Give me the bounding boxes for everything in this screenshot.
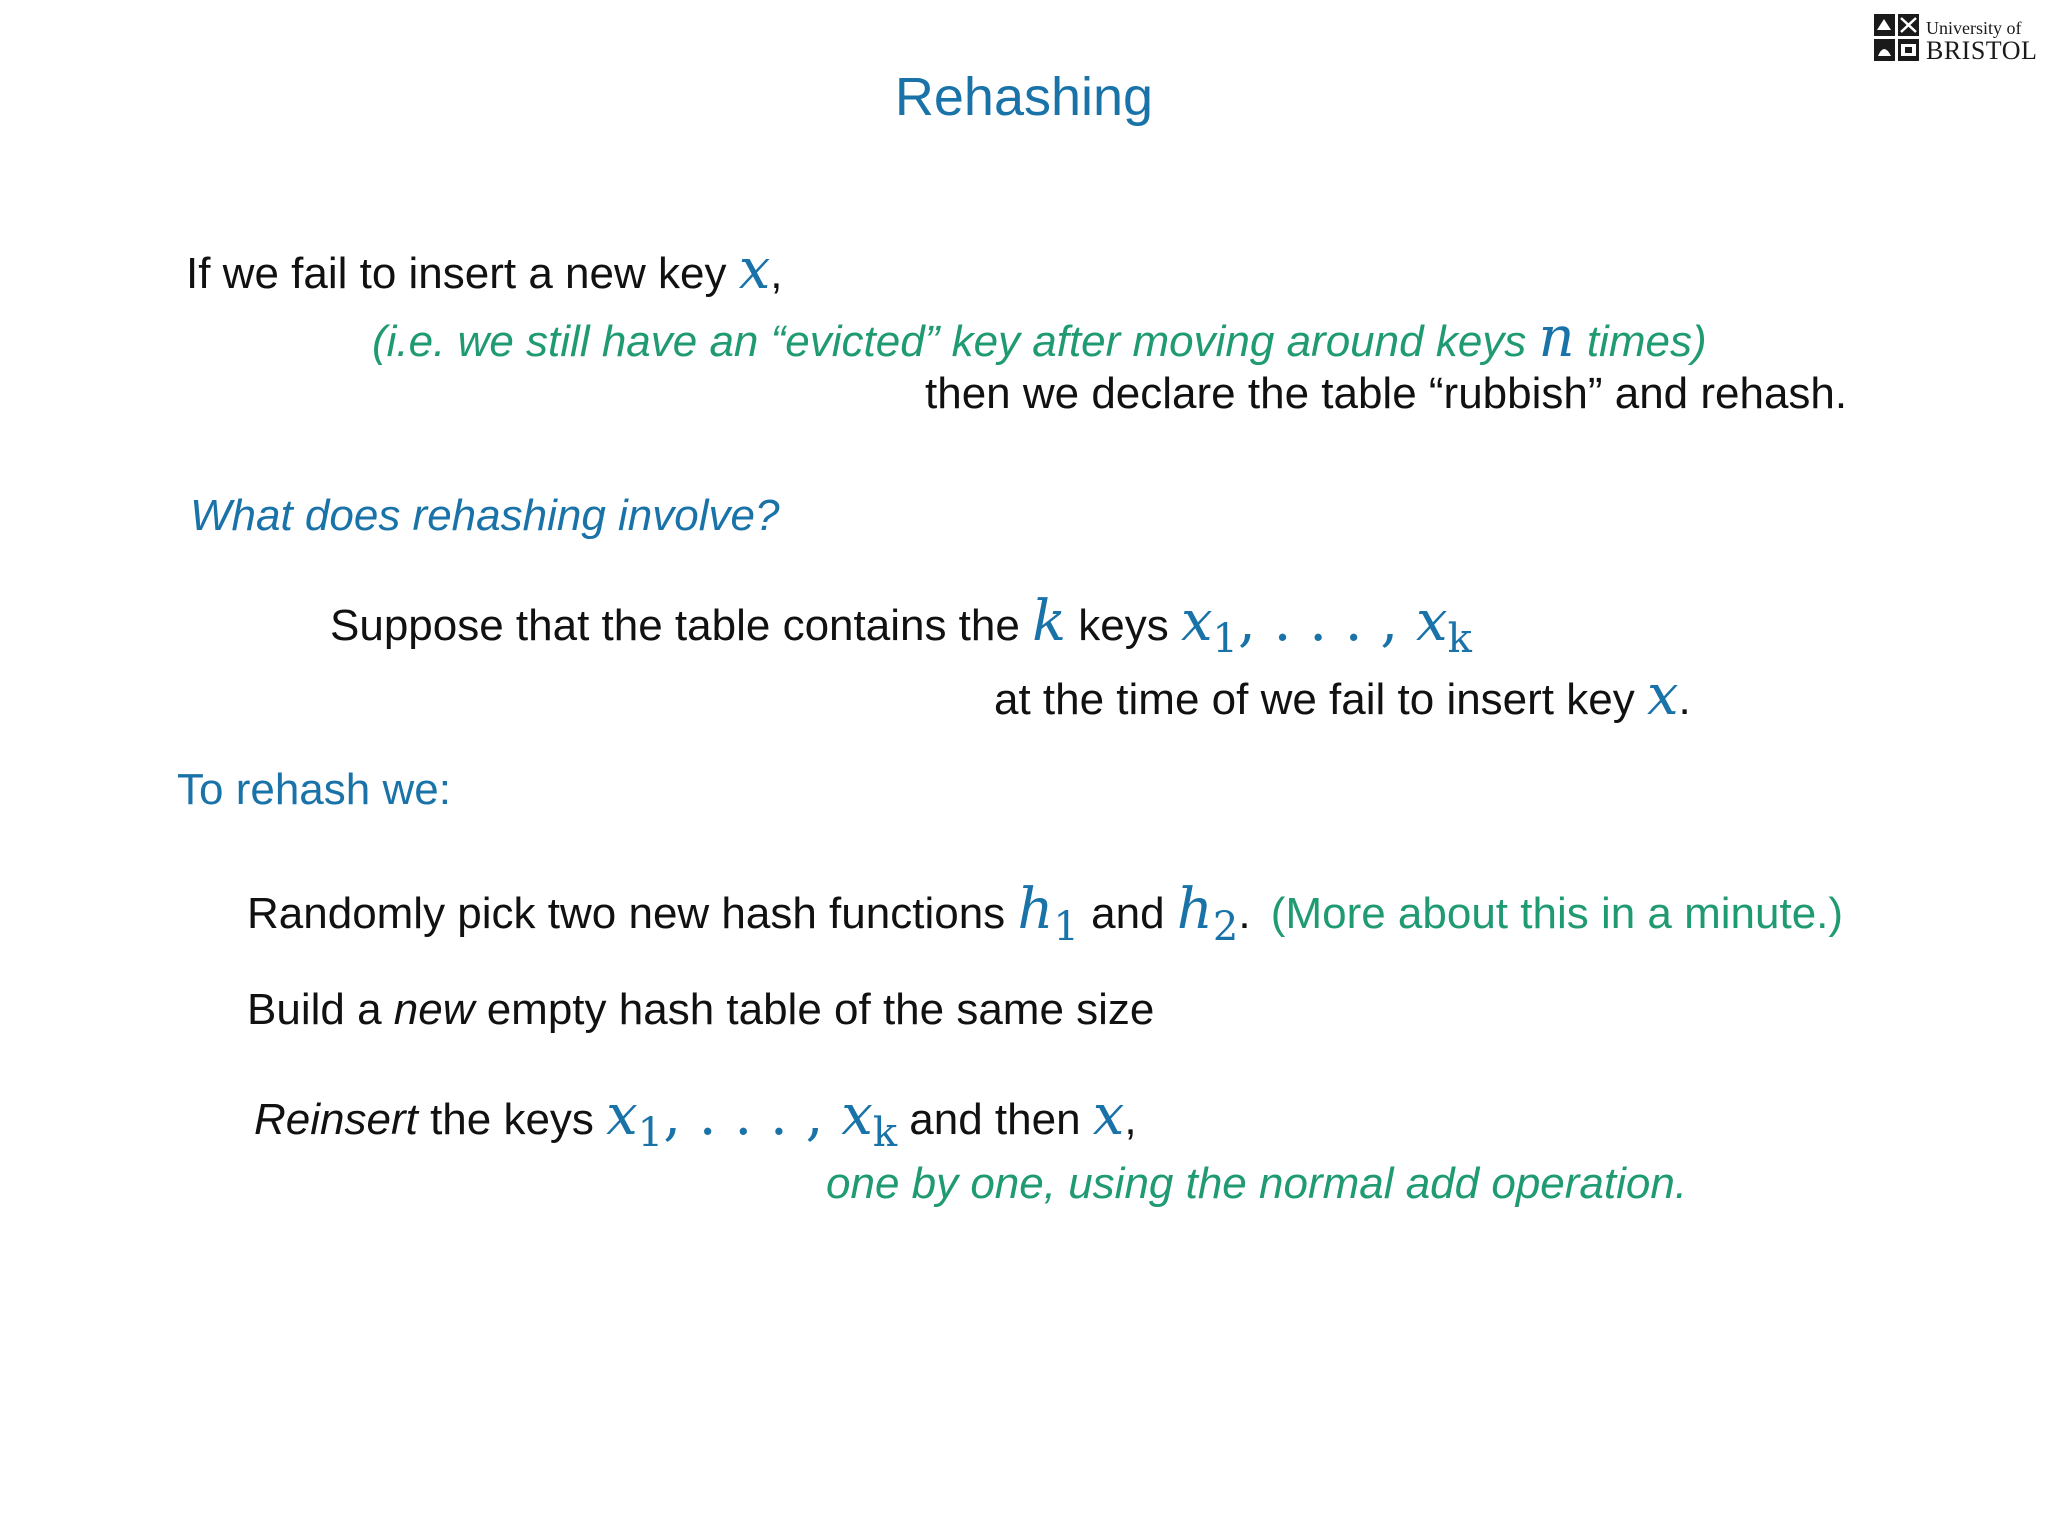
intro-text: If we fail to insert a new key (186, 249, 739, 298)
math-ellipsis: , . . . , (663, 1083, 842, 1148)
math-h1-sub: 1 (1053, 904, 1079, 950)
math-xk-sub: k (1447, 616, 1472, 662)
math-xk-base: x (841, 1083, 873, 1148)
math-x1-sub: 1 (637, 1110, 664, 1156)
intro-comma: , (770, 249, 783, 298)
math-x: x (1646, 663, 1679, 728)
math-h1-base: h (1017, 877, 1054, 942)
step-3-reinsert: Reinsert (254, 1095, 418, 1144)
step-1-note: (More about this in a minute.) (1270, 889, 1844, 938)
math-xk-base: x (1416, 589, 1448, 654)
math-h2-base: h (1176, 877, 1213, 942)
suppose-line-2-end: . (1678, 675, 1691, 724)
step-1-and: and (1078, 889, 1177, 938)
question-heading: What does rehashing involve? (190, 491, 780, 540)
aside-close: times) (1574, 317, 1707, 366)
step-3-line-2: one by one, using the normal add operation. (826, 1159, 1688, 1208)
intro-aside (372, 304, 1707, 371)
math-x: x (738, 237, 771, 302)
logo-university-of: University of (1926, 18, 2022, 38)
math-x-sequence (606, 1083, 898, 1156)
suppose-line-2 (994, 662, 1691, 729)
math-xk-sub: k (872, 1110, 898, 1156)
step-3-and-then: and then (897, 1095, 1093, 1144)
step-1-text: Randomly pick two new hash functions (247, 889, 1018, 938)
suppose-text-1: Suppose that the table contains the (330, 601, 1033, 650)
intro-line-1 (186, 236, 783, 303)
steps-heading: To rehash we: (177, 765, 451, 814)
math-x1-sub: 1 (1212, 616, 1238, 662)
step-3-text-1: the keys (417, 1095, 607, 1144)
math-x1-base: x (606, 1083, 638, 1148)
math-h2 (1176, 877, 1239, 950)
suppose-line-2-text: at the time of we fail to insert key (994, 675, 1647, 724)
math-h1 (1017, 877, 1079, 950)
aside-open: (i.e. we still have an “evicted” key after moving around keys (372, 317, 1539, 366)
step-3 (254, 1082, 1137, 1157)
intro-line-3: then we declare the table “rubbish” and rehash. (925, 369, 1848, 418)
math-ellipsis: , . . . , (1237, 589, 1416, 654)
step-1 (247, 876, 1843, 951)
math-x1-base: x (1180, 589, 1213, 654)
step-1-dot: . (1238, 889, 1251, 938)
crest-icon (1874, 14, 1920, 62)
logo-bristol: BRISTOL (1926, 36, 2038, 65)
suppose-line-1 (330, 588, 1472, 663)
math-k: k (1032, 589, 1067, 654)
slide-title: Rehashing (894, 67, 1154, 127)
step-2-text-2: empty hash table of the same size (474, 985, 1155, 1034)
suppose-text-2: keys (1066, 601, 1181, 650)
step-2 (247, 984, 1154, 1037)
math-h2-sub: 2 (1212, 904, 1239, 950)
math-n: n (1538, 305, 1575, 370)
math-x-sequence (1180, 589, 1472, 662)
math-x: x (1092, 1083, 1125, 1148)
university-logo (1874, 14, 2038, 68)
step-2-text-1: Build a (247, 985, 394, 1034)
step-2-new: new (393, 985, 475, 1034)
step-3-comma: , (1124, 1095, 1137, 1144)
